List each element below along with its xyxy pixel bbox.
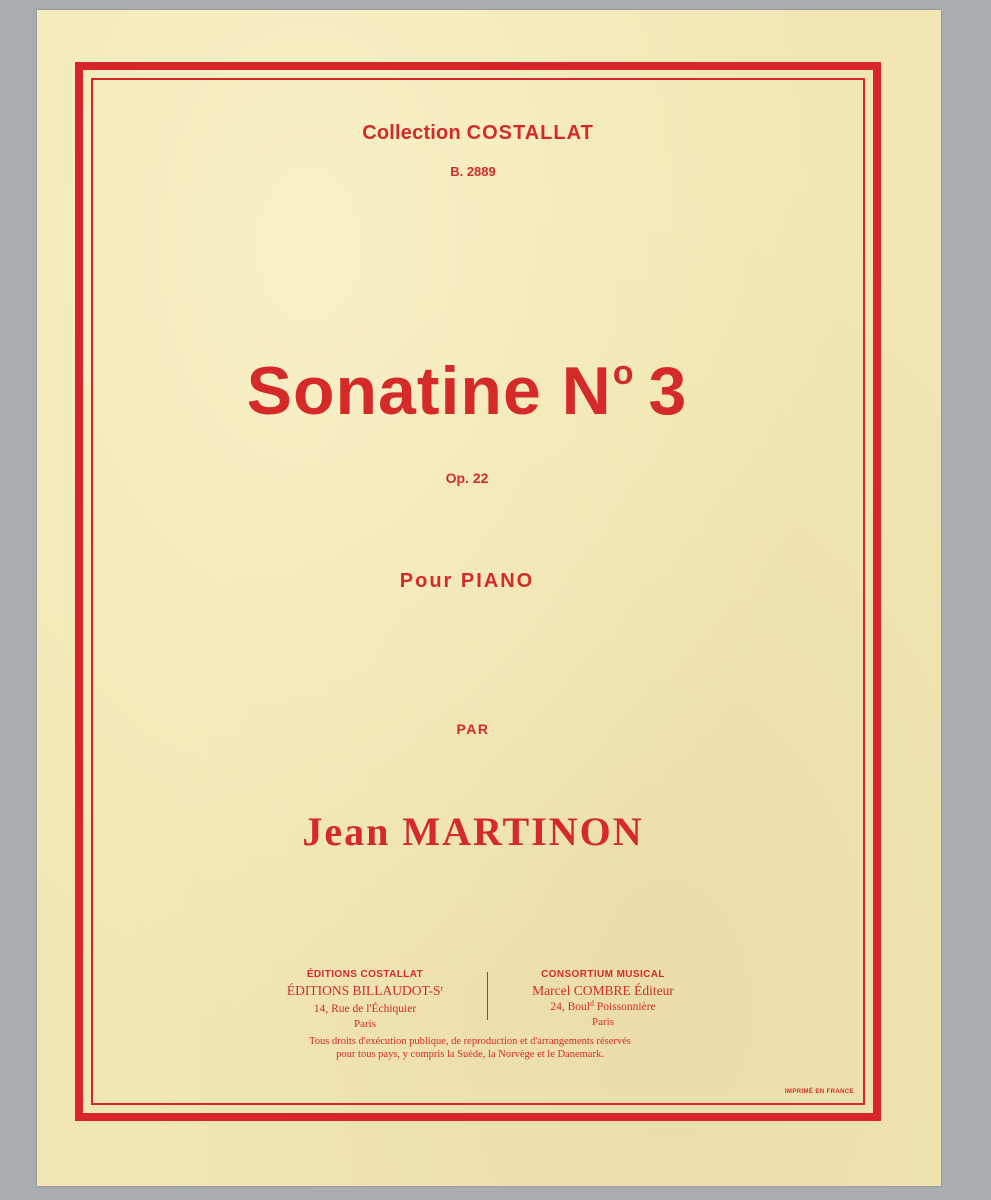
collection-title bbox=[91, 122, 865, 145]
publisher-left-name: ÉDITIONS BILLAUDOT-S bbox=[286, 983, 441, 998]
rights-line1: Tous droits d'exécution publique, de reproduction et d'arrangements réservés bbox=[309, 1036, 631, 1047]
collection-name: COSTALLAT bbox=[466, 122, 594, 144]
publisher-right-line1: CONSORTIUM MUSICAL bbox=[541, 969, 665, 980]
publisher-right-city: Paris bbox=[592, 1016, 614, 1028]
publisher-right-name: Marcel COMBRE Éditeur bbox=[532, 983, 674, 998]
title-number: 3 bbox=[648, 353, 688, 429]
publisher-right-address-sup: d bbox=[589, 999, 594, 1008]
opus-number: Op. 22 bbox=[445, 470, 489, 486]
publisher-right-address bbox=[478, 1000, 728, 1015]
publisher-left bbox=[240, 968, 490, 1031]
publisher-left-sup: r bbox=[440, 984, 444, 993]
rights-notice bbox=[200, 1035, 740, 1061]
publisher-left-line2 bbox=[240, 982, 490, 1002]
publisher-right-address-prefix: 24, Boul bbox=[550, 1001, 590, 1013]
imprint-label: IMPRIMÉ EN FRANCE bbox=[784, 1089, 854, 1095]
instrument-line: Pour PIANO bbox=[399, 570, 535, 592]
par-label: PAR bbox=[456, 721, 490, 737]
composer-name: Jean MARTINON bbox=[302, 809, 644, 854]
publisher-left-line1: ÉDITIONS COSTALLAT bbox=[306, 969, 424, 980]
publisher-left-address: 14, Rue de l'Échiquier bbox=[313, 1003, 417, 1015]
catalog-number: B. 2889 bbox=[450, 164, 496, 179]
title-superscript: o bbox=[612, 354, 635, 392]
publisher-right bbox=[478, 968, 728, 1029]
publisher-right-address-suffix: Poissonnière bbox=[593, 1001, 656, 1013]
collection-prefix: Collection bbox=[362, 122, 461, 144]
title-text: Sonatine N bbox=[246, 353, 612, 429]
rights-line2: pour tous pays, y compris la Suède, la Norvège et le Danemark. bbox=[336, 1049, 604, 1060]
page-title bbox=[80, 352, 854, 430]
publisher-left-city: Paris bbox=[354, 1018, 376, 1030]
